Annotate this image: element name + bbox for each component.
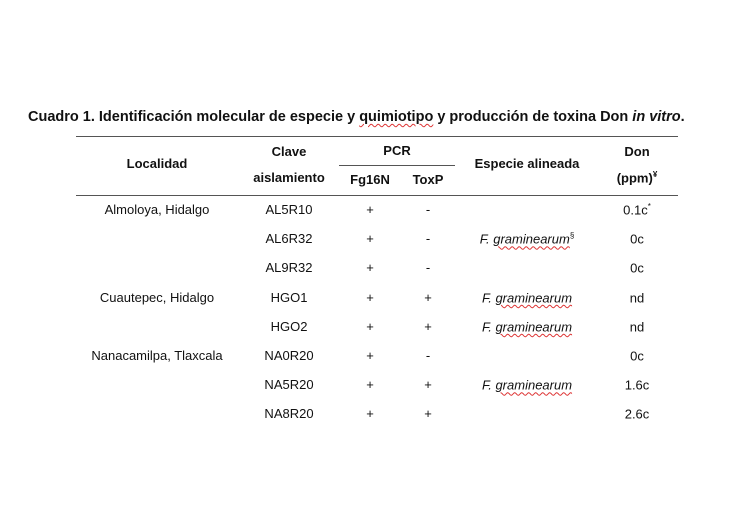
cell-fg16n bbox=[366, 202, 374, 217]
cell-don-text: nd bbox=[629, 289, 645, 305]
cell-especie bbox=[482, 319, 572, 334]
cell-clave bbox=[271, 290, 308, 305]
cell-don bbox=[630, 260, 644, 275]
cell-localidad bbox=[100, 290, 214, 305]
cell-fg16n-text: + bbox=[366, 231, 374, 247]
cell-don bbox=[630, 231, 644, 246]
cell-don bbox=[625, 406, 650, 421]
cell-clave bbox=[264, 348, 313, 363]
cell-don-footnote: * bbox=[647, 202, 651, 211]
cell-especie-text: F. graminearum bbox=[479, 231, 570, 247]
cell-clave-text: HGO1 bbox=[270, 289, 308, 305]
header-don-line1: Don bbox=[624, 144, 650, 159]
cell-toxp bbox=[426, 202, 430, 217]
caption-italic: in vitro bbox=[632, 109, 681, 125]
cell-fg16n bbox=[366, 319, 374, 334]
cell-clave-text: AL5R10 bbox=[265, 202, 313, 217]
cell-don bbox=[630, 290, 644, 305]
header-localidad: Localidad bbox=[126, 156, 188, 171]
cell-toxp-text: - bbox=[425, 202, 431, 217]
cell-clave-text: HGO2 bbox=[270, 318, 308, 334]
cell-clave bbox=[266, 202, 313, 217]
cell-clave bbox=[266, 231, 313, 246]
cell-fg16n-text: + bbox=[366, 289, 374, 305]
header-bottom-rule bbox=[76, 195, 678, 196]
cell-don bbox=[625, 377, 650, 392]
cell-clave bbox=[271, 319, 308, 334]
cell-don-text: 0c bbox=[630, 231, 644, 247]
cell-localidad-text: Nanacamilpa, Tlaxcala bbox=[91, 348, 223, 363]
cell-don-text: 1.6c bbox=[624, 377, 650, 393]
cell-especie-text: F. graminearum bbox=[481, 319, 573, 335]
cell-fg16n bbox=[366, 406, 374, 421]
cell-clave bbox=[264, 377, 313, 392]
cell-don-text: nd bbox=[629, 319, 645, 335]
caption-end: . bbox=[680, 109, 685, 125]
cell-toxp-text: - bbox=[425, 231, 431, 247]
cell-fg16n-text: + bbox=[366, 260, 374, 276]
cell-don-text: 0c bbox=[630, 260, 644, 276]
cell-fg16n-text: + bbox=[366, 202, 374, 217]
cell-especie-text: F. graminearum bbox=[481, 289, 573, 305]
cell-especie-text: F. graminearum bbox=[481, 377, 573, 393]
table-caption bbox=[28, 109, 728, 125]
cell-don bbox=[630, 348, 644, 363]
cell-fg16n bbox=[366, 290, 374, 305]
cell-fg16n-text: + bbox=[366, 348, 374, 363]
cell-fg16n-text: + bbox=[366, 377, 374, 393]
cell-fg16n bbox=[366, 260, 374, 275]
header-fg16n: Fg16N bbox=[350, 172, 390, 187]
cell-fg16n bbox=[366, 377, 374, 392]
cell-toxp-text: - bbox=[425, 260, 431, 276]
header-don-unit: (ppm) bbox=[616, 170, 653, 186]
cell-don-text: 0.1c bbox=[623, 202, 648, 218]
cell-toxp-text: + bbox=[424, 406, 432, 422]
cell-clave-text: NA8R20 bbox=[264, 406, 314, 422]
cell-toxp-text: + bbox=[424, 318, 432, 334]
cell-don bbox=[623, 202, 651, 217]
cell-toxp-text: + bbox=[424, 377, 432, 393]
top-rule bbox=[76, 136, 678, 137]
cell-localidad-text: Almoloya, Hidalgo bbox=[104, 202, 210, 217]
cell-especie bbox=[482, 290, 572, 305]
cell-fg16n-text: + bbox=[366, 318, 374, 334]
cell-don-text: 0c bbox=[630, 348, 644, 364]
cell-don-text: 2.6c bbox=[624, 406, 650, 422]
cell-fg16n-text: + bbox=[366, 406, 374, 422]
cell-especie bbox=[482, 377, 572, 392]
cell-fg16n bbox=[366, 348, 374, 363]
cell-toxp bbox=[424, 290, 432, 305]
header-toxp: ToxP bbox=[412, 172, 444, 187]
cell-localidad bbox=[105, 202, 210, 217]
cell-especie-footnote: § bbox=[569, 231, 575, 241]
cell-toxp bbox=[426, 348, 430, 363]
header-clave-line2: aislamiento bbox=[253, 170, 325, 185]
cell-clave-text: AL9R32 bbox=[265, 260, 313, 276]
cell-toxp bbox=[426, 231, 430, 246]
cell-localidad bbox=[91, 348, 222, 363]
caption-middle: y producción de toxina Don bbox=[433, 109, 633, 125]
cell-clave-text: NA5R20 bbox=[264, 377, 314, 393]
caption-quimiotipo: quimiotipo bbox=[359, 109, 434, 125]
cell-clave bbox=[266, 260, 313, 275]
cell-toxp bbox=[424, 406, 432, 421]
cell-localidad-text: Cuautepec, Hidalgo bbox=[99, 289, 215, 305]
header-don-sup: ¥ bbox=[652, 170, 658, 179]
header-clave-line1: Clave bbox=[271, 144, 307, 159]
cell-toxp bbox=[424, 319, 432, 334]
cell-don bbox=[630, 319, 644, 334]
header-don-line2 bbox=[617, 170, 658, 185]
cell-toxp-text: + bbox=[424, 289, 432, 305]
cell-especie bbox=[480, 231, 575, 246]
header-pcr: PCR bbox=[383, 143, 411, 158]
cell-toxp bbox=[426, 260, 430, 275]
cell-toxp bbox=[424, 377, 432, 392]
caption-prefix: Cuadro 1. Identificación molecular de especie y bbox=[28, 109, 360, 125]
pcr-rule bbox=[339, 165, 455, 166]
cell-clave-text: NA0R20 bbox=[264, 348, 314, 363]
cell-clave-text: AL6R32 bbox=[265, 231, 313, 247]
cell-clave bbox=[264, 406, 313, 421]
cell-fg16n bbox=[366, 231, 374, 246]
cell-toxp-text: - bbox=[425, 348, 431, 363]
header-especie: Especie alineada bbox=[474, 156, 580, 171]
